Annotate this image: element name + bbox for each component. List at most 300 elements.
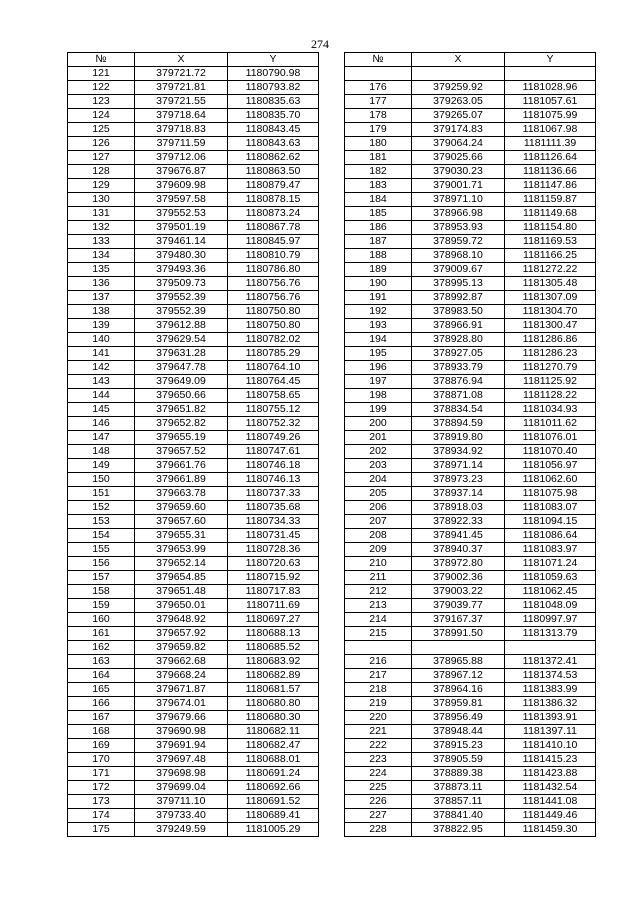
cell-point-number: 221 xyxy=(345,725,412,739)
table-row xyxy=(345,781,596,795)
cell-point-number: 137 xyxy=(68,291,135,305)
cell-y-coordinate: 1180867.78 xyxy=(228,221,319,235)
table-row xyxy=(345,613,596,627)
cell-y-coordinate: 1180691.24 xyxy=(228,767,319,781)
table-row xyxy=(68,501,319,515)
cell-y-coordinate: 1181083.97 xyxy=(505,543,596,557)
cell-x-coordinate: 379698.98 xyxy=(135,767,228,781)
cell-point-number: 171 xyxy=(68,767,135,781)
cell-point-number: 179 xyxy=(345,123,412,137)
cell-x-coordinate: 379661.89 xyxy=(135,473,228,487)
cell-y-coordinate xyxy=(505,67,596,81)
cell-x-coordinate: 379690.98 xyxy=(135,725,228,739)
cell-y-coordinate: 1180680.30 xyxy=(228,711,319,725)
cell-x-coordinate: 379657.52 xyxy=(135,445,228,459)
cell-point-number: 195 xyxy=(345,347,412,361)
cell-point-number: 188 xyxy=(345,249,412,263)
cell-point-number: 185 xyxy=(345,207,412,221)
cell-y-coordinate: 1181111.39 xyxy=(505,137,596,151)
cell-y-coordinate: 1180750.80 xyxy=(228,319,319,333)
table-row xyxy=(345,319,596,333)
table-row xyxy=(345,753,596,767)
cell-x-coordinate: 379718.83 xyxy=(135,123,228,137)
cell-y-coordinate: 1181410.10 xyxy=(505,739,596,753)
table-row xyxy=(345,123,596,137)
cell-x-coordinate: 379659.82 xyxy=(135,641,228,655)
cell-point-number: 216 xyxy=(345,655,412,669)
table-row xyxy=(68,515,319,529)
cell-point-number: 126 xyxy=(68,137,135,151)
cell-point-number: 198 xyxy=(345,389,412,403)
cell-y-coordinate: 1180728.36 xyxy=(228,543,319,557)
cell-point-number: 210 xyxy=(345,557,412,571)
cell-x-coordinate: 378973.23 xyxy=(412,473,505,487)
table-row xyxy=(345,571,596,585)
table-row xyxy=(68,165,319,179)
cell-y-coordinate: 1180681.57 xyxy=(228,683,319,697)
table-row xyxy=(68,753,319,767)
cell-x-coordinate: 378956.49 xyxy=(412,711,505,725)
cell-point-number: 180 xyxy=(345,137,412,151)
cell-point-number: 131 xyxy=(68,207,135,221)
cell-point-number: 154 xyxy=(68,529,135,543)
cell-point-number: 146 xyxy=(68,417,135,431)
cell-point-number: 214 xyxy=(345,613,412,627)
cell-y-coordinate: 1180737.33 xyxy=(228,487,319,501)
cell-x-coordinate: 378966.91 xyxy=(412,319,505,333)
table-row xyxy=(68,95,319,109)
table-row xyxy=(68,221,319,235)
table-row xyxy=(345,235,596,249)
cell-point-number: 172 xyxy=(68,781,135,795)
cell-point-number: 211 xyxy=(345,571,412,585)
cell-x-coordinate: 378915.23 xyxy=(412,739,505,753)
cell-point-number: 200 xyxy=(345,417,412,431)
cell-y-coordinate: 1181386.32 xyxy=(505,697,596,711)
cell-point-number: 202 xyxy=(345,445,412,459)
cell-y-coordinate: 1180755.12 xyxy=(228,403,319,417)
table-row xyxy=(68,361,319,375)
cell-y-coordinate: 1181300.47 xyxy=(505,319,596,333)
cell-point-number: 184 xyxy=(345,193,412,207)
cell-y-coordinate: 1181449.46 xyxy=(505,809,596,823)
table-row xyxy=(68,725,319,739)
cell-y-coordinate: 1180735.68 xyxy=(228,501,319,515)
table-row xyxy=(345,473,596,487)
cell-point-number: 124 xyxy=(68,109,135,123)
cell-x-coordinate: 378953.93 xyxy=(412,221,505,235)
cell-point-number: 151 xyxy=(68,487,135,501)
table-row xyxy=(68,375,319,389)
cell-x-coordinate: 379721.81 xyxy=(135,81,228,95)
cell-x-coordinate: 379661.76 xyxy=(135,459,228,473)
table-row xyxy=(68,291,319,305)
cell-y-coordinate: 1181441.08 xyxy=(505,795,596,809)
cell-x-coordinate: 378934.92 xyxy=(412,445,505,459)
cell-y-coordinate: 1180685.52 xyxy=(228,641,319,655)
table-row xyxy=(68,179,319,193)
cell-y-coordinate: 1181062.45 xyxy=(505,585,596,599)
cell-y-coordinate: 1181075.98 xyxy=(505,487,596,501)
table-row xyxy=(68,81,319,95)
table-row xyxy=(68,249,319,263)
table-row xyxy=(345,249,596,263)
cell-x-coordinate: 379650.66 xyxy=(135,389,228,403)
cell-point-number: 155 xyxy=(68,543,135,557)
cell-y-coordinate: 1180750.80 xyxy=(228,305,319,319)
cell-point-number: 199 xyxy=(345,403,412,417)
cell-x-coordinate: 378959.81 xyxy=(412,697,505,711)
table-row xyxy=(345,403,596,417)
table-row xyxy=(345,333,596,347)
table-row xyxy=(68,123,319,137)
cell-x-coordinate: 379259.92 xyxy=(412,81,505,95)
cell-x-coordinate: 379697.48 xyxy=(135,753,228,767)
cell-point-number: 138 xyxy=(68,305,135,319)
table-row xyxy=(345,557,596,571)
cell-x-coordinate: 379711.59 xyxy=(135,137,228,151)
cell-x-coordinate: 378972.80 xyxy=(412,557,505,571)
cell-y-coordinate: 1180764.45 xyxy=(228,375,319,389)
cell-point-number: 156 xyxy=(68,557,135,571)
cell-point-number: 145 xyxy=(68,403,135,417)
table-row xyxy=(68,781,319,795)
cell-point-number: 128 xyxy=(68,165,135,179)
table-row xyxy=(345,221,596,235)
cell-y-coordinate xyxy=(505,641,596,655)
table-row xyxy=(345,165,596,179)
cell-x-coordinate: 379733.40 xyxy=(135,809,228,823)
cell-x-coordinate: 378995.13 xyxy=(412,277,505,291)
cell-point-number: 160 xyxy=(68,613,135,627)
cell-point-number: 139 xyxy=(68,319,135,333)
column-header-y: Y xyxy=(228,53,319,67)
cell-point-number: 144 xyxy=(68,389,135,403)
cell-x-coordinate: 379003.22 xyxy=(412,585,505,599)
table-row xyxy=(68,823,319,837)
cell-x-coordinate: 379265.07 xyxy=(412,109,505,123)
cell-y-coordinate: 1180697.27 xyxy=(228,613,319,627)
cell-point-number: 193 xyxy=(345,319,412,333)
cell-point-number xyxy=(345,67,412,81)
table-row xyxy=(345,501,596,515)
cell-x-coordinate xyxy=(412,641,505,655)
table-row xyxy=(345,627,596,641)
cell-x-coordinate: 378971.14 xyxy=(412,459,505,473)
cell-y-coordinate: 1181423.88 xyxy=(505,767,596,781)
cell-point-number: 190 xyxy=(345,277,412,291)
cell-point-number: 134 xyxy=(68,249,135,263)
table-row xyxy=(345,347,596,361)
cell-point-number: 209 xyxy=(345,543,412,557)
table-row xyxy=(345,809,596,823)
cell-y-coordinate: 1181372.41 xyxy=(505,655,596,669)
table-row xyxy=(345,697,596,711)
cell-x-coordinate: 378894.59 xyxy=(412,417,505,431)
cell-point-number: 159 xyxy=(68,599,135,613)
cell-x-coordinate: 379167.37 xyxy=(412,613,505,627)
cell-y-coordinate: 1180711.69 xyxy=(228,599,319,613)
table-row xyxy=(68,683,319,697)
cell-point-number: 121 xyxy=(68,67,135,81)
cell-point-number: 189 xyxy=(345,263,412,277)
table-row xyxy=(345,641,596,655)
cell-y-coordinate: 1180752.32 xyxy=(228,417,319,431)
table-row xyxy=(68,347,319,361)
cell-point-number: 175 xyxy=(68,823,135,837)
table-row xyxy=(345,193,596,207)
cell-point-number: 217 xyxy=(345,669,412,683)
cell-point-number: 225 xyxy=(345,781,412,795)
cell-point-number: 182 xyxy=(345,165,412,179)
cell-point-number: 194 xyxy=(345,333,412,347)
cell-point-number: 141 xyxy=(68,347,135,361)
cell-y-coordinate: 1180835.63 xyxy=(228,95,319,109)
cell-x-coordinate: 378959.72 xyxy=(412,235,505,249)
table-row xyxy=(68,487,319,501)
table-row xyxy=(68,613,319,627)
cell-point-number: 143 xyxy=(68,375,135,389)
cell-x-coordinate: 379651.48 xyxy=(135,585,228,599)
cell-x-coordinate: 379657.60 xyxy=(135,515,228,529)
cell-y-coordinate: 1180691.52 xyxy=(228,795,319,809)
coordinates-table-left xyxy=(67,52,319,837)
cell-point-number: 130 xyxy=(68,193,135,207)
table-row xyxy=(345,543,596,557)
cell-y-coordinate: 1181028.96 xyxy=(505,81,596,95)
cell-y-coordinate: 1180747.61 xyxy=(228,445,319,459)
cell-y-coordinate: 1180835.70 xyxy=(228,109,319,123)
table-row xyxy=(345,459,596,473)
cell-y-coordinate: 1181056.97 xyxy=(505,459,596,473)
table-row xyxy=(345,263,596,277)
cell-x-coordinate: 378967.12 xyxy=(412,669,505,683)
cell-x-coordinate: 379651.82 xyxy=(135,403,228,417)
table-row xyxy=(68,389,319,403)
cell-point-number: 226 xyxy=(345,795,412,809)
cell-y-coordinate: 1180692.66 xyxy=(228,781,319,795)
cell-x-coordinate: 379480.30 xyxy=(135,249,228,263)
cell-x-coordinate: 378937.14 xyxy=(412,487,505,501)
cell-y-coordinate: 1180731.45 xyxy=(228,529,319,543)
table-row xyxy=(68,767,319,781)
cell-x-coordinate: 379552.39 xyxy=(135,305,228,319)
cell-point-number: 196 xyxy=(345,361,412,375)
cell-point-number: 177 xyxy=(345,95,412,109)
cell-x-coordinate: 378822.95 xyxy=(412,823,505,837)
cell-x-coordinate: 378873.11 xyxy=(412,781,505,795)
cell-y-coordinate: 1181459.30 xyxy=(505,823,596,837)
cell-y-coordinate: 1181136.66 xyxy=(505,165,596,179)
cell-point-number: 219 xyxy=(345,697,412,711)
cell-point-number: 123 xyxy=(68,95,135,109)
cell-x-coordinate: 379691.94 xyxy=(135,739,228,753)
cell-x-coordinate: 379674.01 xyxy=(135,697,228,711)
cell-x-coordinate xyxy=(412,67,505,81)
cell-point-number: 125 xyxy=(68,123,135,137)
table-row xyxy=(68,319,319,333)
cell-y-coordinate: 1180782.02 xyxy=(228,333,319,347)
table-row xyxy=(345,487,596,501)
cell-point-number: 136 xyxy=(68,277,135,291)
cell-x-coordinate: 378964.16 xyxy=(412,683,505,697)
cell-point-number: 169 xyxy=(68,739,135,753)
cell-y-coordinate: 1181313.79 xyxy=(505,627,596,641)
cell-x-coordinate: 378991.50 xyxy=(412,627,505,641)
cell-x-coordinate: 379174.83 xyxy=(412,123,505,137)
table-row xyxy=(345,599,596,613)
cell-y-coordinate: 1180682.11 xyxy=(228,725,319,739)
table-row xyxy=(68,557,319,571)
table-row xyxy=(68,445,319,459)
cell-x-coordinate: 379721.55 xyxy=(135,95,228,109)
table-row xyxy=(345,711,596,725)
table-row xyxy=(345,823,596,837)
cell-x-coordinate: 379647.78 xyxy=(135,361,228,375)
cell-x-coordinate: 379712.06 xyxy=(135,151,228,165)
cell-point-number: 170 xyxy=(68,753,135,767)
table-row xyxy=(68,109,319,123)
cell-x-coordinate: 379493.36 xyxy=(135,263,228,277)
cell-x-coordinate: 378841.40 xyxy=(412,809,505,823)
table-row xyxy=(68,277,319,291)
table-row xyxy=(68,305,319,319)
cell-y-coordinate: 1180715.92 xyxy=(228,571,319,585)
table-row xyxy=(345,207,596,221)
table-row xyxy=(68,641,319,655)
cell-x-coordinate: 379662.68 xyxy=(135,655,228,669)
cell-point-number: 207 xyxy=(345,515,412,529)
cell-point-number: 208 xyxy=(345,529,412,543)
cell-point-number: 147 xyxy=(68,431,135,445)
cell-point-number: 191 xyxy=(345,291,412,305)
cell-y-coordinate: 1181305.48 xyxy=(505,277,596,291)
cell-point-number: 165 xyxy=(68,683,135,697)
cell-y-coordinate: 1180734.33 xyxy=(228,515,319,529)
cell-point-number: 140 xyxy=(68,333,135,347)
cell-point-number: 132 xyxy=(68,221,135,235)
cell-y-coordinate: 1180790.98 xyxy=(228,67,319,81)
table-row xyxy=(345,389,596,403)
cell-point-number: 152 xyxy=(68,501,135,515)
cell-x-coordinate: 378871.08 xyxy=(412,389,505,403)
cell-y-coordinate: 1181062.60 xyxy=(505,473,596,487)
cell-point-number: 149 xyxy=(68,459,135,473)
cell-x-coordinate: 379653.99 xyxy=(135,543,228,557)
cell-x-coordinate: 378968.10 xyxy=(412,249,505,263)
cell-point-number: 227 xyxy=(345,809,412,823)
cell-y-coordinate: 1180786.80 xyxy=(228,263,319,277)
cell-y-coordinate: 1181057.61 xyxy=(505,95,596,109)
table-row xyxy=(345,291,596,305)
page-number: 274 xyxy=(311,37,329,51)
cell-x-coordinate: 378928.80 xyxy=(412,333,505,347)
table-row xyxy=(345,361,596,375)
cell-y-coordinate: 1180688.13 xyxy=(228,627,319,641)
cell-x-coordinate: 379002.36 xyxy=(412,571,505,585)
cell-y-coordinate: 1181304.70 xyxy=(505,305,596,319)
table-row xyxy=(345,81,596,95)
cell-y-coordinate: 1180843.45 xyxy=(228,123,319,137)
cell-point-number: 173 xyxy=(68,795,135,809)
cell-x-coordinate: 379721.72 xyxy=(135,67,228,81)
table-row xyxy=(345,305,596,319)
cell-y-coordinate: 1180997.97 xyxy=(505,613,596,627)
cell-y-coordinate: 1180843.63 xyxy=(228,137,319,151)
cell-x-coordinate: 379001.71 xyxy=(412,179,505,193)
cell-x-coordinate: 378834.54 xyxy=(412,403,505,417)
cell-x-coordinate: 379025.66 xyxy=(412,151,505,165)
cell-x-coordinate: 379699.04 xyxy=(135,781,228,795)
column-header-number: № xyxy=(68,53,135,67)
cell-point-number: 213 xyxy=(345,599,412,613)
table-row xyxy=(68,655,319,669)
table-row xyxy=(345,767,596,781)
table-row xyxy=(68,571,319,585)
cell-y-coordinate: 1181059.63 xyxy=(505,571,596,585)
table-row xyxy=(68,193,319,207)
cell-point-number: 201 xyxy=(345,431,412,445)
cell-y-coordinate: 1180756.76 xyxy=(228,277,319,291)
table-row xyxy=(68,333,319,347)
cell-point-number: 168 xyxy=(68,725,135,739)
cell-point-number: 162 xyxy=(68,641,135,655)
table-row xyxy=(68,585,319,599)
cell-x-coordinate: 379652.14 xyxy=(135,557,228,571)
cell-point-number: 224 xyxy=(345,767,412,781)
cell-point-number: 150 xyxy=(68,473,135,487)
cell-x-coordinate: 378876.94 xyxy=(412,375,505,389)
cell-y-coordinate: 1181307.09 xyxy=(505,291,596,305)
cell-y-coordinate: 1180862.62 xyxy=(228,151,319,165)
cell-y-coordinate: 1180793.82 xyxy=(228,81,319,95)
cell-y-coordinate: 1180749.26 xyxy=(228,431,319,445)
cell-x-coordinate: 379718.64 xyxy=(135,109,228,123)
cell-y-coordinate: 1181034.93 xyxy=(505,403,596,417)
table-row xyxy=(68,627,319,641)
cell-point-number: 187 xyxy=(345,235,412,249)
cell-point-number: 183 xyxy=(345,179,412,193)
table-row xyxy=(68,263,319,277)
cell-y-coordinate: 1181086.64 xyxy=(505,529,596,543)
cell-y-coordinate: 1181128.22 xyxy=(505,389,596,403)
table-row xyxy=(345,95,596,109)
table-row xyxy=(68,697,319,711)
cell-y-coordinate: 1181067.98 xyxy=(505,123,596,137)
cell-point-number xyxy=(345,641,412,655)
cell-y-coordinate: 1180879.47 xyxy=(228,179,319,193)
cell-y-coordinate: 1180680.80 xyxy=(228,697,319,711)
cell-point-number: 122 xyxy=(68,81,135,95)
table-row xyxy=(345,655,596,669)
cell-point-number: 164 xyxy=(68,669,135,683)
cell-y-coordinate: 1181286.23 xyxy=(505,347,596,361)
cell-point-number: 161 xyxy=(68,627,135,641)
cell-y-coordinate: 1181076.01 xyxy=(505,431,596,445)
cell-y-coordinate: 1181094.15 xyxy=(505,515,596,529)
cell-y-coordinate: 1180758.65 xyxy=(228,389,319,403)
table-header-row xyxy=(345,53,596,67)
cell-point-number: 174 xyxy=(68,809,135,823)
cell-x-coordinate: 378940.37 xyxy=(412,543,505,557)
cell-point-number: 166 xyxy=(68,697,135,711)
cell-y-coordinate: 1181397.11 xyxy=(505,725,596,739)
cell-x-coordinate: 379654.85 xyxy=(135,571,228,585)
cell-y-coordinate: 1180682.47 xyxy=(228,739,319,753)
cell-x-coordinate: 378941.45 xyxy=(412,529,505,543)
cell-x-coordinate: 378857.11 xyxy=(412,795,505,809)
cell-point-number: 163 xyxy=(68,655,135,669)
